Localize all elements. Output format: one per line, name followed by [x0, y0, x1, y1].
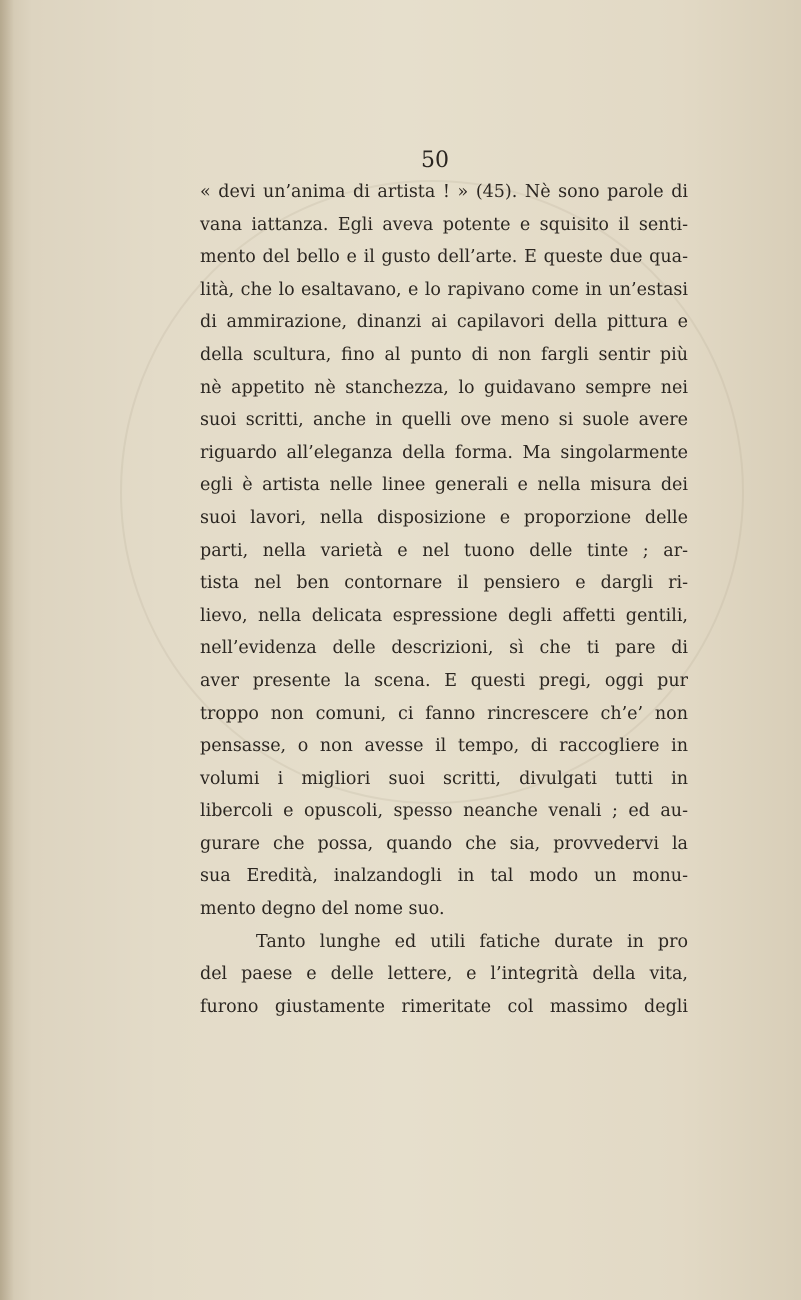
text-line: suoi scritti, anche in quelli ove meno si suole avere	[200, 410, 688, 431]
text-line: mento del bello e il gusto dell’arte. E queste due qua-	[200, 247, 688, 268]
text-line: vana iattanza. Egli aveva potente e squisito il senti-	[200, 214, 688, 235]
text-line: nell’evidenza delle descrizioni, sì che ti pare di	[200, 638, 688, 659]
text-line: aver presente la scena. E questi pregi, oggi pur	[200, 670, 688, 691]
text-line: del paese e delle lettere, e l’integrità della vita,	[200, 964, 688, 985]
text-line: volumi i migliori suoi scritti, divulgati tutti in	[200, 768, 688, 789]
text-line: gurare che possa, quando che sia, provvedervi la	[200, 833, 688, 854]
page-number: 50	[421, 148, 449, 173]
body-text	[200, 176, 688, 1023]
text-line: troppo non comuni, ci fanno rincrescere ch’e’ non	[200, 703, 688, 724]
text-line: lievo, nella delicata espressione degli affetti gentili,	[200, 605, 688, 626]
text-line: tista nel ben contornare il pensiero e dargli ri-	[200, 573, 688, 594]
text-line: nè appetito nè stanchezza, lo guidavano sempre nei	[200, 377, 688, 398]
text-line: suoi lavori, nella disposizione e proporzione delle	[200, 507, 688, 528]
text-line: sua Eredità, inalzandogli in tal modo un monu-	[200, 866, 688, 887]
text-line: pensasse, o non avesse il tempo, di raccogliere in	[200, 736, 688, 757]
text-line: « devi un’anima di artista ! » (45). Nè sono parole di	[200, 182, 688, 202]
text-line: parti, nella varietà e nel tuono delle tinte ; ar-	[200, 540, 688, 561]
text-line: della scultura, fino al punto di non fargli sentir più	[200, 344, 688, 365]
text-line: furono giustamente rimeritate col massimo degli	[200, 996, 688, 1017]
text-line: egli è artista nelle linee generali e nella misura dei	[200, 475, 688, 496]
text-line: di ammirazione, dinanzi ai capilavori della pittura e	[200, 312, 688, 333]
binding-shadow	[0, 0, 14, 1300]
text-line: riguardo all’eleganza della forma. Ma singolarmente	[200, 442, 688, 463]
text-line: lità, che lo esaltavano, e lo rapivano come in un’estasi	[200, 279, 688, 300]
paragraph-end-line: mento degno del nome suo.	[200, 899, 445, 920]
paragraph-start-line: Tanto lunghe ed utili fatiche durate in pro	[256, 931, 688, 952]
text-line: libercoli e opuscoli, spesso neanche venali ; ed au-	[200, 801, 688, 822]
